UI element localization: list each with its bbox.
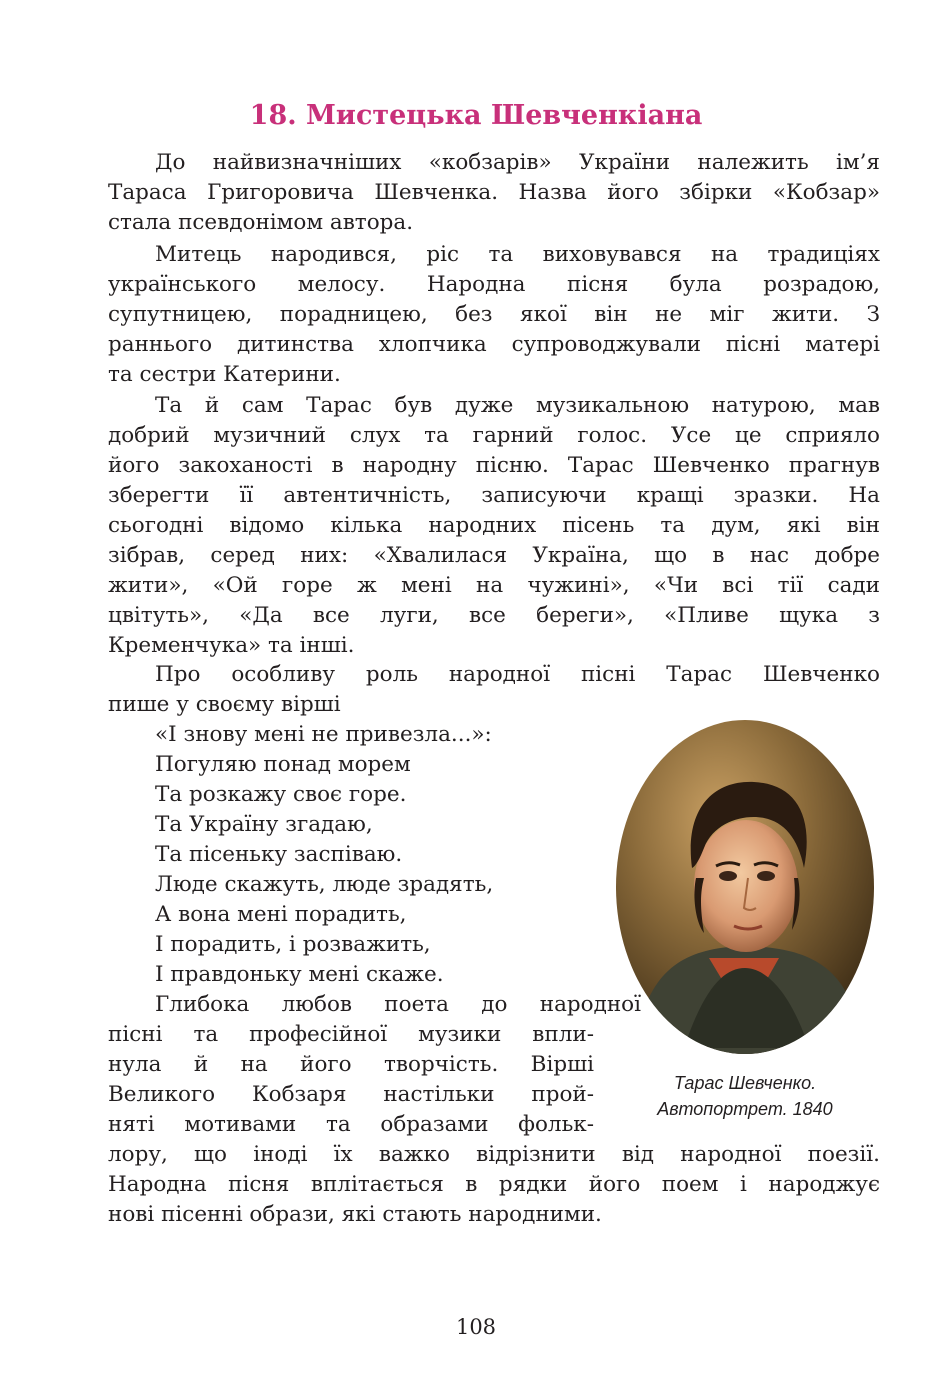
text-line: зберегти її автентичність, записуючи кращі зразки. На <box>108 483 880 508</box>
text-line: нові пісенні образи, які стають народними. <box>108 1202 602 1227</box>
text-line: Народна пісня вплітається в рядки його поем і народжує <box>108 1172 880 1197</box>
paragraph-3 <box>108 391 880 661</box>
poem-line: Погуляю понад морем <box>155 752 411 777</box>
poem-line: А вона мені порадить, <box>155 902 407 927</box>
text-line: лору, що іноді їх важко відрізнити від народної поезії. <box>108 1142 880 1167</box>
text-line: стала псевдонімом автора. <box>108 210 414 235</box>
text-line: Глибока любов поета до народної <box>155 992 641 1017</box>
caption-line: Автопортрет. 1840 <box>657 1099 833 1119</box>
text-line: Тараса Григоровича Шевченка. Назва його збірки «Кобзар» <box>108 180 880 205</box>
page-title: 18. Мистецька Шевченкіана <box>249 100 703 131</box>
paragraph-1 <box>108 148 880 238</box>
poem-line: Та пісеньку заспіваю. <box>155 842 403 867</box>
text-line: «І знову мені не привезла...»: <box>155 722 492 747</box>
text-line: та сестри Катерини. <box>108 362 341 387</box>
text-line: добрий музичний слух та гарний голос. Усе це сприяло <box>108 423 880 448</box>
paragraph-2 <box>108 240 880 390</box>
text-line: Великого Кобзаря настільки прой- <box>108 1082 594 1107</box>
text-line: супутницею, порадницею, без якої він не міг жити. З <box>108 302 880 327</box>
text-line: українського мелосу. Народна пісня була розрадою, <box>108 272 880 297</box>
text-line: раннього дитинства хлопчика супроводжували пісні матері <box>108 332 880 357</box>
figure-caption <box>614 1070 876 1122</box>
self-portrait-image <box>614 718 876 1056</box>
text-line: Митець народився, ріс та виховувався на традиціях <box>155 242 880 267</box>
text-line: Про особливу роль народної пісні Тарас Шевченко <box>155 662 880 687</box>
text-line: пісні та професійної музики впли- <box>108 1022 594 1047</box>
poem-line: І порадить, і розважить, <box>155 932 431 957</box>
text-line: няті мотивами та образами фольк- <box>108 1112 594 1137</box>
text-line: пише у своєму вірші <box>108 692 341 717</box>
poem-line: Та Україну згадаю, <box>155 812 373 837</box>
text-line: Та й сам Тарас був дуже музикальною натурою, мав <box>155 393 880 418</box>
text-line: жити», «Ой горе ж мені на чужині», «Чи всі тії сади <box>108 573 880 598</box>
text-line: До найвизначніших «кобзарів» України належить ім’я <box>155 150 880 175</box>
caption-line: Тарас Шевченко. <box>673 1073 817 1093</box>
text-line: його закоханості в народну пісню. Тарас Шевченко прагнув <box>108 453 880 478</box>
text-line: нула й на його творчість. Вірші <box>108 1052 594 1077</box>
poem-line: Люде скажуть, люде зрадять, <box>155 872 494 897</box>
text-line: зібрав, серед них: «Хвалилася Україна, що в нас добре <box>108 543 880 568</box>
text-line: цвітуть», «Да все луги, все береги», «Пливе щука з <box>108 603 880 628</box>
page-number: 108 <box>455 1315 497 1339</box>
text-line: Кременчука» та інші. <box>108 633 355 658</box>
text-line: сьогодні відомо кілька народних пісень та дум, які він <box>108 513 880 538</box>
poem-line: Та розкажу своє горе. <box>155 782 407 807</box>
poem-line: І правдоньку мені скаже. <box>155 962 444 987</box>
